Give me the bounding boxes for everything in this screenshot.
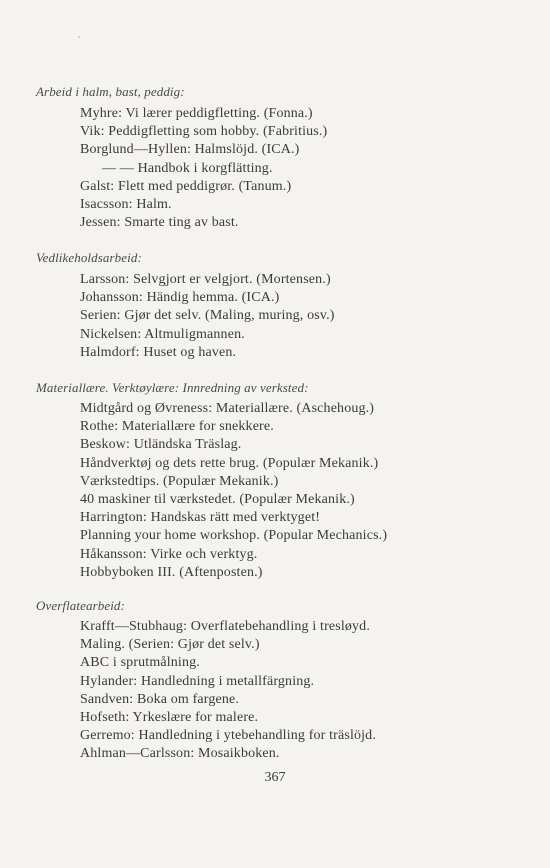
reference-entry: Johansson: Händig hemma. (ICA.): [80, 290, 280, 306]
reference-entry: Galst: Flett med peddigrør. (Tanum.): [80, 178, 292, 194]
reference-list: [80, 105, 327, 232]
reference-entry: Vik: Peddigfletting som hobby. (Fabritius.): [80, 124, 328, 140]
reference-entry: ABC i sprutmålning.: [80, 655, 200, 671]
reference-entry: Hylander: Handledning i metallfärgning.: [80, 673, 315, 689]
section-heading: Arbeid i halm, bast, peddig:: [36, 84, 185, 99]
reference-entry: — — Handbok i korgflätting.: [102, 160, 273, 176]
reference-entry: Gerremo: Handledning i ytebehandling for träslöjd.: [80, 728, 376, 744]
reference-entry: Serien: Gjør det selv. (Maling, muring, osv.): [80, 308, 335, 324]
reference-entry: 40 maskiner til værkstedet. (Populær Mekanik.): [80, 491, 355, 507]
reference-list: [80, 271, 335, 362]
reference-entry: Isacsson: Halm.: [80, 196, 172, 212]
reference-entry: Ahlman—Carlsson: Mosaikboken.: [80, 746, 280, 762]
reference-entry: Rothe: Materiallære for snekkere.: [80, 419, 274, 435]
reference-entry: Værkstedtips. (Populær Mekanik.): [80, 473, 279, 489]
reference-entry: Halmdorf: Huset og haven.: [80, 344, 237, 360]
page-number: 367: [264, 770, 286, 785]
reference-entry: Planning your home workshop. (Popular Mechanics.): [80, 528, 388, 544]
reference-list: [80, 618, 376, 764]
reference-list: [80, 400, 387, 582]
reference-entry: Jessen: Smarte ting av bast.: [80, 215, 239, 231]
reference-entry: Larsson: Selvgjort er velgjort. (Mortensen.): [80, 272, 331, 287]
reference-entry: Krafft—Stubhaug: Overflatebehandling i tresløyd.: [80, 619, 370, 634]
reference-entry: Hofseth: Yrkeslære for malere.: [80, 709, 259, 725]
reference-entry: Sandven: Boka om fargene.: [80, 691, 240, 707]
reference-entry: Beskow: Utländska Träslag.: [80, 437, 242, 453]
section-heading: Overflatearbeid:: [36, 598, 125, 613]
reference-entry: Myhre: Vi lærer peddigfletting. (Fonna.): [80, 106, 313, 121]
section-heading: Materiallære. Verktøylære: Innredning av verksted:: [36, 380, 309, 395]
reference-entry: Hobbyboken III. (Aftenposten.): [80, 564, 263, 580]
reference-entry: Håkansson: Virke och verktyg.: [80, 546, 258, 562]
reference-entry: Maling. (Serien: Gjør det selv.): [80, 637, 260, 653]
reference-entry: Nickelsen: Altmuligmannen.: [80, 326, 245, 342]
paper-speck: [78, 36, 80, 38]
reference-entry: Midtgård og Øvreness: Materiallære. (Aschehoug.): [80, 401, 375, 416]
reference-entry: Borglund—Hyllen: Halmslöjd. (ICA.): [80, 142, 300, 158]
reference-entry: Håndverktøj og dets rette brug. (Populær Mekanik.): [80, 455, 379, 471]
section-heading: Vedlikeholdsarbeid:: [36, 250, 142, 265]
reference-entry: Harrington: Handskas rätt med verktyget!: [80, 510, 321, 526]
